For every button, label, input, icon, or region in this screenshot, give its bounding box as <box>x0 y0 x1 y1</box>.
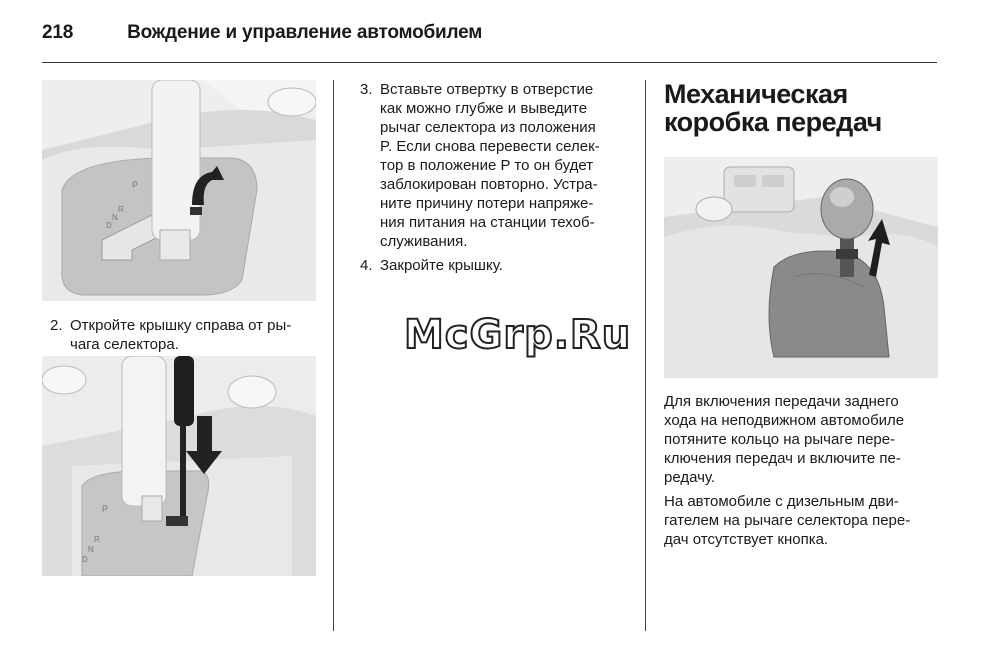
chapter-title: Вождение и управление автомобилем <box>127 22 483 43</box>
column-divider-left <box>333 80 334 631</box>
fig1-label-p: P <box>132 180 139 190</box>
watermark: McGrp.Ru <box>404 312 632 358</box>
step-2-text: Откройте крышку справа от ры- чага селектора. <box>70 317 292 353</box>
header-rule <box>42 62 937 63</box>
step-2-number: 2. <box>50 317 63 334</box>
fig1-label-n: N <box>112 213 118 222</box>
step-4-number: 4. <box>360 257 373 274</box>
fig2-label-d: D <box>82 555 88 564</box>
section-heading: Механическая коробка передач <box>664 79 882 137</box>
page-number: 218 <box>42 22 74 43</box>
page-header <box>42 22 482 44</box>
fig2-label-n: N <box>88 545 94 554</box>
paragraph-diesel-note: На автомобиле с дизельным дви- гателем на рычаге селектора пере- дач отсутствует кнопка. <box>664 493 911 548</box>
fig1-label-d: D <box>106 221 112 230</box>
figure-manual-gearbox <box>664 157 938 378</box>
fig2-label-r: R <box>94 535 100 544</box>
step-4-text: Закройте крышку. <box>380 257 503 274</box>
column-divider-right <box>645 80 646 631</box>
figure-screwdriver <box>42 356 316 576</box>
fig2-label-p: P <box>102 504 109 514</box>
fig1-label-r: R <box>118 205 124 214</box>
step-3-text: Вставьте отвертку в отверстие как можно глубже и выведите рычаг селектора из положения P. Если снова перевести селек- тор в положение P то он будет заблокирован повторно. Устра- ните причину потери напряже- ния питания на станции техоб- служивания. <box>380 81 600 250</box>
step-3-number: 3. <box>360 81 373 98</box>
figure-selector-unlock <box>42 80 316 301</box>
paragraph-reverse-gear: Для включения передачи заднего хода на неподвижном автомобиле потяните кольцо на рычаге пере- ключения передач и включите пе- редачу. <box>664 393 905 486</box>
